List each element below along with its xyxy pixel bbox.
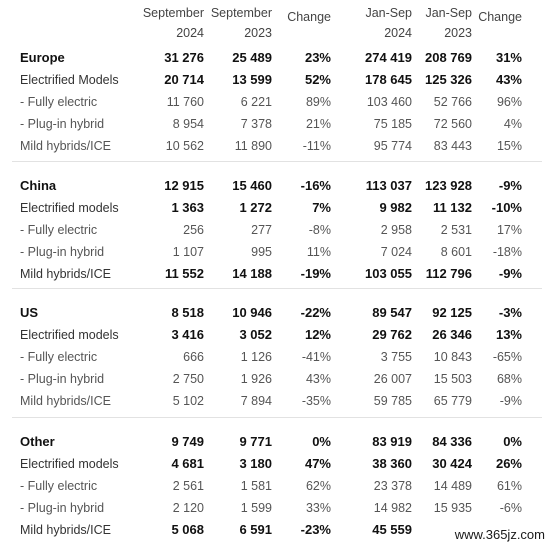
row-label: Electrified models [20, 457, 119, 471]
table-cell: 20 714 [164, 72, 204, 87]
table-cell: 103 460 [366, 95, 412, 109]
table-row [0, 175, 554, 197]
table-cell: 1 363 [171, 200, 204, 215]
table-cell: 26 007 [373, 372, 412, 386]
table-cell: 274 419 [365, 50, 412, 65]
table-cell: 38 360 [372, 456, 412, 471]
table-cell: 75 185 [373, 117, 412, 131]
row-label: Other [20, 434, 55, 449]
row-label: Mild hybrids/ICE [20, 523, 111, 537]
table-cell: 5 068 [171, 522, 204, 537]
column-header-2-line2: 2023 [244, 26, 272, 40]
table-cell: 7 894 [240, 394, 272, 408]
table-cell: 83 919 [372, 434, 412, 449]
table-cell: 14 489 [433, 479, 472, 493]
table-cell: 7% [312, 200, 331, 215]
table-cell: 4% [503, 117, 522, 131]
table-cell: -9% [498, 266, 522, 281]
table-cell: 8 518 [171, 305, 204, 320]
table-cell: -9% [499, 394, 522, 408]
table-cell: 8 601 [440, 245, 472, 259]
table-cell: 47% [304, 456, 331, 471]
table-cell: 2 750 [172, 372, 204, 386]
table-cell: 113 037 [365, 178, 412, 193]
row-label: Electrified models [20, 201, 119, 215]
table-cell: 4 681 [171, 456, 204, 471]
table-cell: 1 126 [240, 350, 272, 364]
table-cell: 59 785 [373, 394, 412, 408]
row-label: Mild hybrids/ICE [20, 394, 111, 408]
table-cell: 68% [496, 372, 522, 386]
table-cell: 84 336 [432, 434, 472, 449]
table-cell: 7 378 [240, 117, 272, 131]
table-cell: 15% [496, 139, 522, 153]
table-cell: 15 460 [232, 178, 272, 193]
table-cell: 995 [251, 245, 272, 259]
table-cell: 3 180 [239, 456, 272, 471]
table-cell: 277 [251, 223, 272, 237]
table-cell: 31 276 [164, 50, 204, 65]
table-cell: -19% [300, 266, 331, 281]
table-cell: 11 760 [166, 95, 204, 109]
table-cell: 6 221 [240, 95, 272, 109]
table-cell: 256 [183, 223, 204, 237]
table-cell: 15 503 [433, 372, 472, 386]
table-cell: 2 531 [440, 223, 472, 237]
row-label: - Plug-in hybrid [20, 372, 105, 386]
table-row [0, 263, 554, 285]
table-cell: 125 326 [425, 72, 472, 87]
table-cell: 15 935 [433, 501, 472, 515]
table-cell: 0% [503, 434, 522, 449]
table-cell: 61% [496, 479, 522, 493]
table-cell: 1 581 [240, 479, 272, 493]
row-label: Electrified Models [20, 73, 119, 87]
table-row [0, 47, 554, 69]
table-cell: 96% [496, 95, 522, 109]
row-label: - Plug-in hybrid [20, 117, 105, 131]
column-header-5-line1: Jan-Sep [425, 6, 472, 20]
table-cell: 112 796 [425, 266, 472, 281]
table-row [0, 219, 554, 241]
row-label: Europe [20, 50, 65, 65]
table-cell: 25 489 [232, 50, 272, 65]
table-row [0, 324, 554, 346]
table-cell: 1 107 [172, 245, 204, 259]
table-cell: 1 599 [240, 501, 272, 515]
row-label: China [20, 178, 57, 193]
row-label: Electrified models [20, 328, 119, 342]
watermark: www.365jz.com [452, 526, 548, 543]
table-row [0, 431, 554, 453]
table-cell: 2 958 [380, 223, 412, 237]
table-cell: 62% [305, 479, 331, 493]
table-cell: 9 771 [239, 434, 272, 449]
column-header-2-line1: September [210, 6, 272, 20]
table-cell: -18% [492, 245, 522, 259]
column-header-5-line2: 2023 [444, 26, 472, 40]
table-cell: 89 547 [372, 305, 412, 320]
table-cell: 10 843 [433, 350, 472, 364]
section-divider [12, 417, 542, 418]
table-cell: 21% [305, 117, 331, 131]
column-header-1-line2: 2024 [176, 26, 204, 40]
table-cell: -16% [300, 178, 331, 193]
table-cell: 13 599 [232, 72, 272, 87]
row-label: - Fully electric [20, 223, 98, 237]
table-cell: 95 774 [373, 139, 412, 153]
table-cell: 52% [304, 72, 331, 87]
table-row [0, 390, 554, 412]
table-cell: 2 120 [172, 501, 204, 515]
table-row [0, 241, 554, 263]
table-cell: 5 102 [172, 394, 204, 408]
row-label: US [20, 305, 39, 320]
table-cell: 1 272 [239, 200, 272, 215]
table-cell: -10% [491, 200, 522, 215]
table-cell: -8% [308, 223, 331, 237]
table-row [0, 197, 554, 219]
table-cell: 3 416 [171, 327, 204, 342]
table-cell: 12% [304, 327, 331, 342]
table-cell: -35% [301, 394, 331, 408]
column-header-4-line2: 2024 [384, 26, 412, 40]
table-cell: 92 125 [432, 305, 472, 320]
table-cell: -6% [499, 501, 522, 515]
table-cell: 65 779 [433, 394, 472, 408]
table-cell: -41% [301, 350, 331, 364]
table-cell: 11 552 [164, 266, 204, 281]
table-cell: 14 982 [373, 501, 412, 515]
row-label: - Fully electric [20, 95, 98, 109]
table-cell: 26% [495, 456, 522, 471]
table-cell: 11 890 [234, 139, 272, 153]
table-cell: 208 769 [425, 50, 472, 65]
table-row [0, 453, 554, 475]
table-cell: 11 132 [432, 200, 472, 215]
table-cell: 45 559 [372, 522, 412, 537]
table-cell: 3 052 [239, 327, 272, 342]
table-cell: 72 560 [433, 117, 472, 131]
table-cell: 178 645 [365, 72, 412, 87]
table-cell: 52 766 [433, 95, 472, 109]
table-cell: -3% [498, 305, 522, 320]
table-cell: 7 024 [380, 245, 412, 259]
table-cell: 8 954 [172, 117, 204, 131]
table-row [0, 497, 554, 519]
table-cell: 9 982 [379, 200, 412, 215]
table-cell: 13% [495, 327, 522, 342]
table-cell: 30 424 [432, 456, 472, 471]
table-cell: 12 915 [164, 178, 204, 193]
table-row [0, 346, 554, 368]
table-cell: 33% [305, 501, 331, 515]
table-cell: 89% [305, 95, 331, 109]
table-cell: 83 443 [433, 139, 472, 153]
table-cell: 103 055 [365, 266, 412, 281]
table-cell: 0% [312, 434, 331, 449]
table-cell: 666 [183, 350, 204, 364]
table-cell: 1 926 [240, 372, 272, 386]
table-cell: 14 188 [232, 266, 272, 281]
column-header-3-line1: Change [287, 10, 331, 24]
table-cell: 10 562 [165, 139, 204, 153]
table-cell: -22% [300, 305, 331, 320]
table-row [0, 91, 554, 113]
table-row [0, 113, 554, 135]
table-cell: 2 561 [172, 479, 204, 493]
table-row [0, 475, 554, 497]
table-cell: -23% [300, 522, 331, 537]
table-cell: 17% [496, 223, 522, 237]
table-cell: 31% [495, 50, 522, 65]
section-divider [12, 288, 542, 289]
table-cell: 23% [304, 50, 331, 65]
table-cell: 43% [495, 72, 522, 87]
table-cell: 23 378 [373, 479, 412, 493]
table-cell: 26 346 [432, 327, 472, 342]
table-cell: 123 928 [425, 178, 472, 193]
table-cell: 43% [305, 372, 331, 386]
table-cell: 3 755 [380, 350, 412, 364]
table-cell: -9% [498, 178, 522, 193]
table-row [0, 135, 554, 157]
section-divider [12, 161, 542, 162]
column-header-4-line1: Jan-Sep [365, 6, 412, 20]
table-cell: 11% [306, 245, 331, 259]
column-header-1-line1: September [142, 6, 204, 20]
table-cell: 29 762 [372, 327, 412, 342]
table-cell: 6 591 [239, 522, 272, 537]
column-header-6-line1: Change [478, 10, 522, 24]
table-row [0, 368, 554, 390]
row-label: - Fully electric [20, 350, 98, 364]
table-cell: -11% [302, 139, 331, 153]
row-label: - Plug-in hybrid [20, 501, 105, 515]
row-label: Mild hybrids/ICE [20, 267, 111, 281]
row-label: Mild hybrids/ICE [20, 139, 111, 153]
row-label: - Fully electric [20, 479, 98, 493]
table-cell: -65% [492, 350, 522, 364]
table-cell: 10 946 [232, 305, 272, 320]
row-label: - Plug-in hybrid [20, 245, 105, 259]
table-cell: 9 749 [171, 434, 204, 449]
table-row [0, 69, 554, 91]
table-row [0, 302, 554, 324]
